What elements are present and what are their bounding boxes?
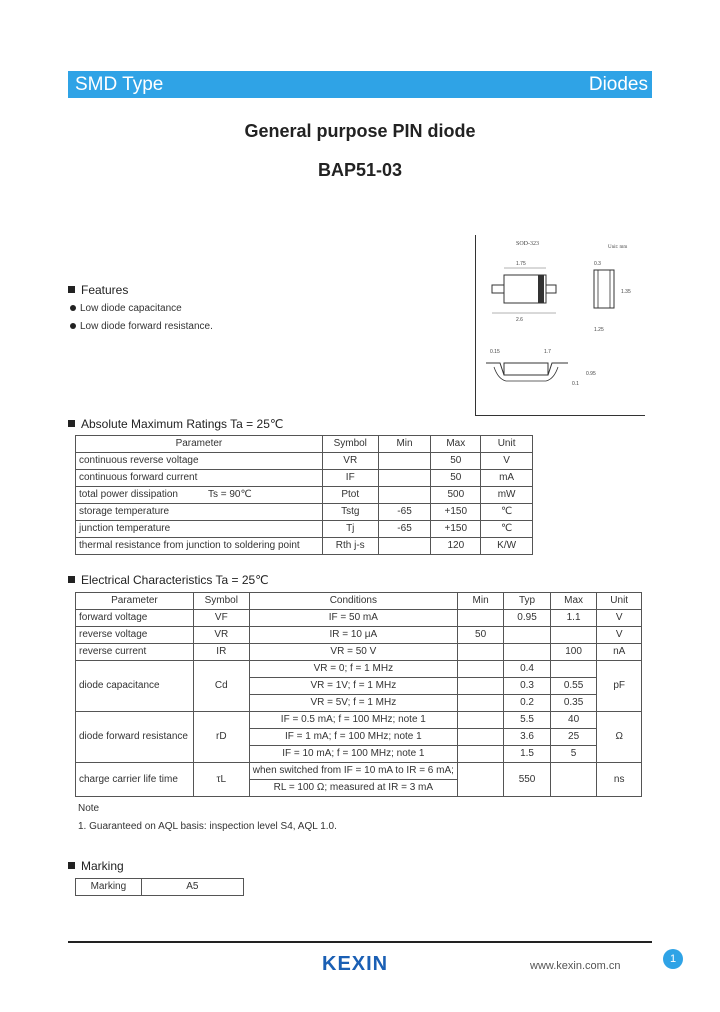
marking-row <box>76 879 244 896</box>
unit-cell: mA <box>481 470 533 487</box>
max-cell <box>550 763 597 797</box>
param-cell <box>76 487 323 504</box>
param-name: thermal resistance from junction to soldering point <box>79 540 300 551</box>
marking-heading: Marking <box>68 859 124 873</box>
typ-cell: 1.5 <box>504 746 551 763</box>
header-left: SMD Type <box>75 74 164 95</box>
min-cell <box>457 746 503 763</box>
column-header: Unit <box>597 593 642 610</box>
bullet-square-icon <box>68 286 75 293</box>
min-cell <box>457 763 503 797</box>
symbol-cell: IF <box>322 470 378 487</box>
table-row <box>76 712 642 729</box>
part-number: BAP51-03 <box>317 160 403 180</box>
table-row <box>76 504 533 521</box>
typ-cell: 0.95 <box>504 610 551 627</box>
max-cell: 0.55 <box>550 678 597 695</box>
max-cell: 100 <box>550 644 597 661</box>
condition-cell: IF = 1 mA; f = 100 MHz; note 1 <box>249 729 457 746</box>
condition-cell: IF = 10 mA; f = 100 MHz; note 1 <box>249 746 457 763</box>
pkg-unit: Unit: mm <box>608 245 628 250</box>
header-banner <box>68 71 652 98</box>
param-cell: reverse voltage <box>76 627 194 644</box>
max-cell: +150 <box>431 504 481 521</box>
condition-cell: VR = 5V; f = 1 MHz <box>249 695 457 712</box>
max-cell: 500 <box>431 487 481 504</box>
min-cell: -65 <box>378 504 431 521</box>
package-drawing <box>475 235 645 416</box>
param-cell: diode forward resistance <box>76 712 194 763</box>
unit-cell: pF <box>597 661 642 712</box>
marking-label: Marking <box>76 879 142 896</box>
document-title: General purpose PIN diode <box>244 121 476 141</box>
unit-cell: ℃ <box>481 521 533 538</box>
bullet-square-icon <box>68 862 75 869</box>
website-link[interactable]: www.kexin.com.cn <box>530 960 621 972</box>
typ-cell <box>504 644 551 661</box>
max-cell: 1.1 <box>550 610 597 627</box>
bullet-square-icon <box>68 420 75 427</box>
typ-cell: 5.5 <box>504 712 551 729</box>
table-row <box>76 538 533 555</box>
table-row <box>76 487 533 504</box>
min-cell <box>457 712 503 729</box>
column-header: Min <box>457 593 503 610</box>
dim-5: 1.25 <box>594 327 604 333</box>
unit-cell: K/W <box>481 538 533 555</box>
header-right: Diodes <box>588 74 648 95</box>
symbol-cell: VF <box>193 610 249 627</box>
table-row <box>76 661 642 678</box>
symbol-cell: Rth j-s <box>322 538 378 555</box>
unit-cell: V <box>481 453 533 470</box>
dim-3: 1.35 <box>621 289 631 295</box>
bullet-dot-icon <box>70 323 76 329</box>
column-header: Parameter <box>76 593 194 610</box>
typ-cell: 0.2 <box>504 695 551 712</box>
abs-max-heading: Absolute Maximum Ratings Ta = 25℃ <box>68 417 283 431</box>
min-cell: 50 <box>457 627 503 644</box>
table-header-row <box>76 436 533 453</box>
max-cell: 120 <box>431 538 481 555</box>
condition-cell: IF = 0.5 mA; f = 100 MHz; note 1 <box>249 712 457 729</box>
param-cell <box>76 470 323 487</box>
condition-cell: when switched from IF = 10 mA to IR = 6 mA; <box>249 763 457 780</box>
symbol-cell: VR <box>193 627 249 644</box>
symbol-cell: rD <box>193 712 249 763</box>
max-cell: 0.35 <box>550 695 597 712</box>
dim-4: 0.3 <box>594 261 601 267</box>
marking-table <box>75 878 244 896</box>
param-condition: Ts = 90℃ <box>207 489 252 500</box>
max-cell: +150 <box>431 521 481 538</box>
symbol-cell: Tstg <box>322 504 378 521</box>
dim-8: 0.1 <box>572 381 579 387</box>
dim-9: 0.95 <box>586 371 596 377</box>
note-item: 1. Guaranteed on AQL basis: inspection level S4, AQL 1.0. <box>78 821 337 832</box>
footer-rule <box>68 941 652 943</box>
dim-1: 1.75 <box>516 261 526 267</box>
param-cell <box>76 453 323 470</box>
typ-cell <box>504 627 551 644</box>
max-cell: 50 <box>431 453 481 470</box>
elec-char-table <box>75 592 642 797</box>
pkg-name: SOD-323 <box>516 241 540 247</box>
typ-cell: 0.4 <box>504 661 551 678</box>
column-header: Conditions <box>249 593 457 610</box>
condition-cell: VR = 50 V <box>249 644 457 661</box>
package-outline-figure <box>476 235 645 415</box>
max-cell: 5 <box>550 746 597 763</box>
symbol-cell: Cd <box>193 661 249 712</box>
note-title: Note <box>78 803 100 814</box>
unit-cell: V <box>597 627 642 644</box>
dim-7: 1.7 <box>544 349 551 355</box>
min-cell <box>378 453 431 470</box>
min-cell <box>457 644 503 661</box>
min-cell: -65 <box>378 521 431 538</box>
feature-item: Low diode capacitance <box>70 303 182 314</box>
typ-cell: 3.6 <box>504 729 551 746</box>
max-cell <box>550 661 597 678</box>
min-cell <box>457 661 503 678</box>
unit-cell: mW <box>481 487 533 504</box>
condition-cell: IR = 10 μA <box>249 627 457 644</box>
column-header: Min <box>378 436 431 453</box>
condition-cell: IF = 50 mA <box>249 610 457 627</box>
table-row <box>76 470 533 487</box>
dim-6: 0.15 <box>490 349 500 355</box>
column-header: Parameter <box>76 436 323 453</box>
bullet-dot-icon <box>70 305 76 311</box>
unit-cell: ℃ <box>481 504 533 521</box>
param-cell: reverse current <box>76 644 194 661</box>
table-row <box>76 644 642 661</box>
param-cell: diode capacitance <box>76 661 194 712</box>
unit-cell: Ω <box>597 712 642 763</box>
param-name: continuous forward current <box>79 472 198 483</box>
min-cell <box>378 487 431 504</box>
symbol-cell: VR <box>322 453 378 470</box>
column-header: Max <box>550 593 597 610</box>
min-cell <box>457 610 503 627</box>
condition-cell: RL = 100 Ω; measured at IR = 3 mA <box>249 780 457 797</box>
param-name: total power dissipation <box>79 489 178 500</box>
unit-cell: V <box>597 610 642 627</box>
max-cell <box>550 627 597 644</box>
param-cell: forward voltage <box>76 610 194 627</box>
min-cell <box>457 695 503 712</box>
param-cell <box>76 504 323 521</box>
table-header-row <box>76 593 642 610</box>
symbol-cell: IR <box>193 644 249 661</box>
param-cell <box>76 521 323 538</box>
column-header: Max <box>431 436 481 453</box>
symbol-cell: Tj <box>322 521 378 538</box>
dim-2: 2.6 <box>516 317 523 323</box>
typ-cell: 550 <box>504 763 551 797</box>
condition-cell: VR = 1V; f = 1 MHz <box>249 678 457 695</box>
marking-value: A5 <box>141 879 243 896</box>
condition-cell: VR = 0; f = 1 MHz <box>249 661 457 678</box>
table-row <box>76 627 642 644</box>
min-cell <box>457 729 503 746</box>
symbol-cell: τL <box>193 763 249 797</box>
min-cell <box>457 678 503 695</box>
unit-cell: nA <box>597 644 642 661</box>
table-row <box>76 453 533 470</box>
max-cell: 25 <box>550 729 597 746</box>
abs-max-table <box>75 435 533 555</box>
param-name: junction temperature <box>79 523 171 534</box>
page-number: 1 <box>663 949 683 969</box>
symbol-cell: Ptot <box>322 487 378 504</box>
bullet-square-icon <box>68 576 75 583</box>
typ-cell: 0.3 <box>504 678 551 695</box>
features-heading: Features <box>68 283 128 297</box>
feature-item: Low diode forward resistance. <box>70 321 213 332</box>
max-cell: 40 <box>550 712 597 729</box>
elec-char-heading: Electrical Characteristics Ta = 25℃ <box>68 573 269 587</box>
param-cell <box>76 538 323 555</box>
column-header: Symbol <box>193 593 249 610</box>
company-logo: KEXIN <box>322 953 389 975</box>
table-row <box>76 521 533 538</box>
column-header: Unit <box>481 436 533 453</box>
column-header: Symbol <box>322 436 378 453</box>
unit-cell: ns <box>597 763 642 797</box>
min-cell <box>378 470 431 487</box>
param-name: storage temperature <box>79 506 170 517</box>
param-cell: charge carrier life time <box>76 763 194 797</box>
table-row <box>76 763 642 780</box>
param-name: continuous reverse voltage <box>79 455 199 466</box>
max-cell: 50 <box>431 470 481 487</box>
table-row <box>76 610 642 627</box>
min-cell <box>378 538 431 555</box>
column-header: Typ <box>504 593 551 610</box>
